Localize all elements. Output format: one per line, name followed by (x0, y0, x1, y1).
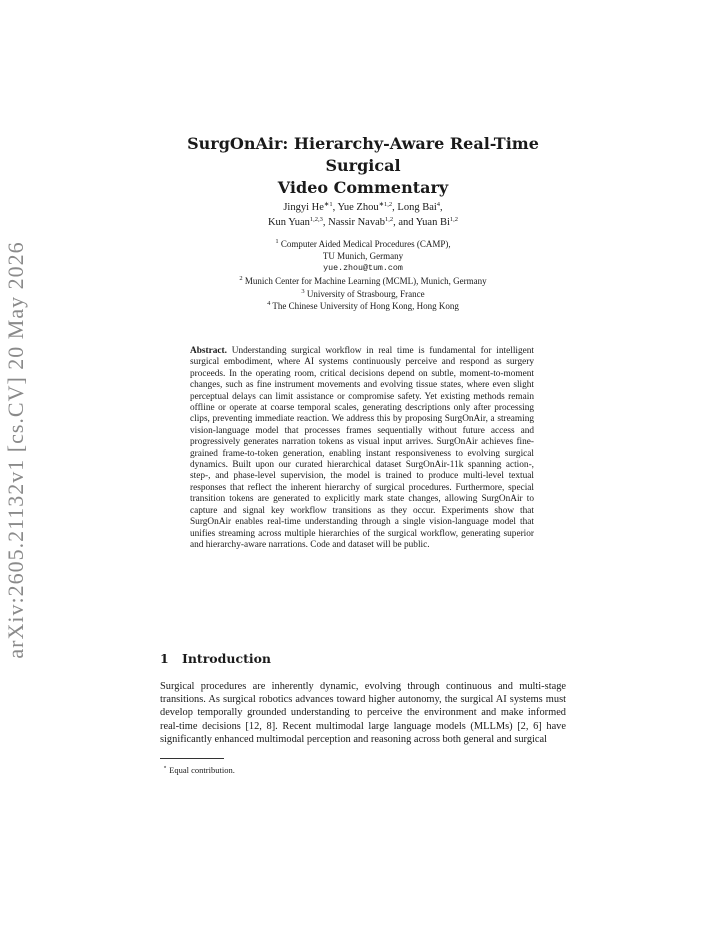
affiliation-1-city: TU Munich, Germany (322, 251, 404, 262)
affiliation-text: Munich Center for Machine Learning (MCML), Munich, Germany (244, 276, 487, 287)
affiliation-sup: 4 (267, 300, 271, 308)
affiliation-3 (158, 288, 568, 300)
title-line-2: Video Commentary (277, 178, 449, 197)
affiliation-list (158, 238, 568, 312)
arxiv-stamp-text: arXiv:2605.21132v1 [cs.CV] 20 May 2026 (3, 241, 28, 659)
author-name: Nassir Navab (328, 217, 385, 228)
author-line-2: Kun Yuan$^{1,2,3}$, Nassir Navab$^{1,2}$, and Yuan Bi$^{1,2}$ (267, 216, 459, 228)
author-name: Jingyi He (283, 202, 324, 213)
author-sup: ∗1 (323, 201, 333, 208)
affiliation-sup: 2 (239, 275, 243, 283)
section-title: Introduction (182, 651, 272, 666)
author-sup: 4 (436, 201, 441, 208)
author-list (158, 200, 568, 230)
affiliation-2 (158, 275, 568, 287)
author-sup: 1,2,3 (309, 216, 323, 223)
author-name: Kun Yuan (267, 217, 310, 228)
paper-title (158, 133, 568, 199)
affiliation-1 (158, 238, 568, 250)
affiliation-sup: 1 (275, 238, 279, 245)
footnote-rule (160, 758, 224, 759)
author-sup: 1,2 (449, 216, 459, 223)
abstract-label: Abstract. (190, 346, 227, 356)
affiliation-text: Computer Aided Medical Procedures (CAMP), (280, 239, 451, 249)
introduction-paragraph: Surgical procedures are inherently dynamic, evolving through continuous and multi-stage transitions. As surgical robotics advances toward higher autonomy, the surgical AI systems must develop temporally grounded understanding to perceive the environment and make informed real-time decisions [12, 8]. Recent multimodal large language models (MLLMs) [2, 6] have significantly enhanced multimodal perception and reasoning across both general and surgical (160, 681, 566, 745)
affiliation-4 (158, 300, 568, 312)
author-name: Yuan Bi (415, 217, 450, 228)
author-email[interactable]: yue.zhou@tum.com (323, 263, 403, 273)
author-sup: ∗1,2 (378, 201, 393, 208)
affiliation-text: University of Strasbourg, France (306, 288, 425, 299)
title-line-1: SurgOnAir: Hierarchy-Aware Real-Time Surgical (187, 134, 539, 175)
footnote-mark: ⋆ (163, 764, 168, 771)
author-sup: 1,2 (384, 216, 394, 223)
abstract (190, 346, 534, 551)
footnote-text: Equal contribution. (169, 765, 235, 775)
abstract-text: Understanding surgical workflow in real time is fundamental for intelligent surgical embodiment, where AI systems continuously perceive and respond as surgery proceeds. In the operating room, critical decisions depend on subtle, moment-to-moment changes, such as fine instrument movements and evolving tissue states, where even slight perceptual delays can limit assistance or compromise safety. Yet existing methods remain offline or operate at coarse temporal scales, generating descriptions only after processing clips, preventing immediate reaction. We address this by proposing SurgOnAir, a streaming vision-language model that processes frames sequentially without future access and progressively generates narration tokens as visual input arrives. SurgOnAir achieves fine-grained frame-to-token generation, enabling instant responsiveness to evolving surgical dynamics. Built upon our curated hierarchical dataset SurgOnAir-11k spanning action-, step-, and phase-level supervision, the model is trained to produce multi-level textual responses that reflect the inherent hierarchy of surgical procedures. Furthermore, special transition tokens are generated to explicitly mark state changes, allowing SurgOnAir to capture and signal key workflow transitions as they occur. Experiments show that SurgOnAir enables real-time understanding through a single vision-language model that unifies streaming across multiple hierarchies of the surgical workflow, generating superior and hierarchy-aware narrations. Code and dataset will be public. (190, 346, 534, 550)
author-line-1: Jingyi $He^{∗1}$, Yue Zhou$^{∗1,2}$, Long Bai$^4$, (283, 201, 443, 213)
footnote (163, 765, 235, 775)
section-number: 1 (160, 651, 169, 666)
author-name: Yue Zhou (337, 202, 379, 213)
section-heading-introduction (160, 651, 271, 666)
affiliation-text: The Chinese University of Hong Kong, Hong Kong (272, 301, 459, 312)
author-name: Long Bai (397, 202, 437, 213)
affiliation-sup: 3 (301, 287, 305, 295)
